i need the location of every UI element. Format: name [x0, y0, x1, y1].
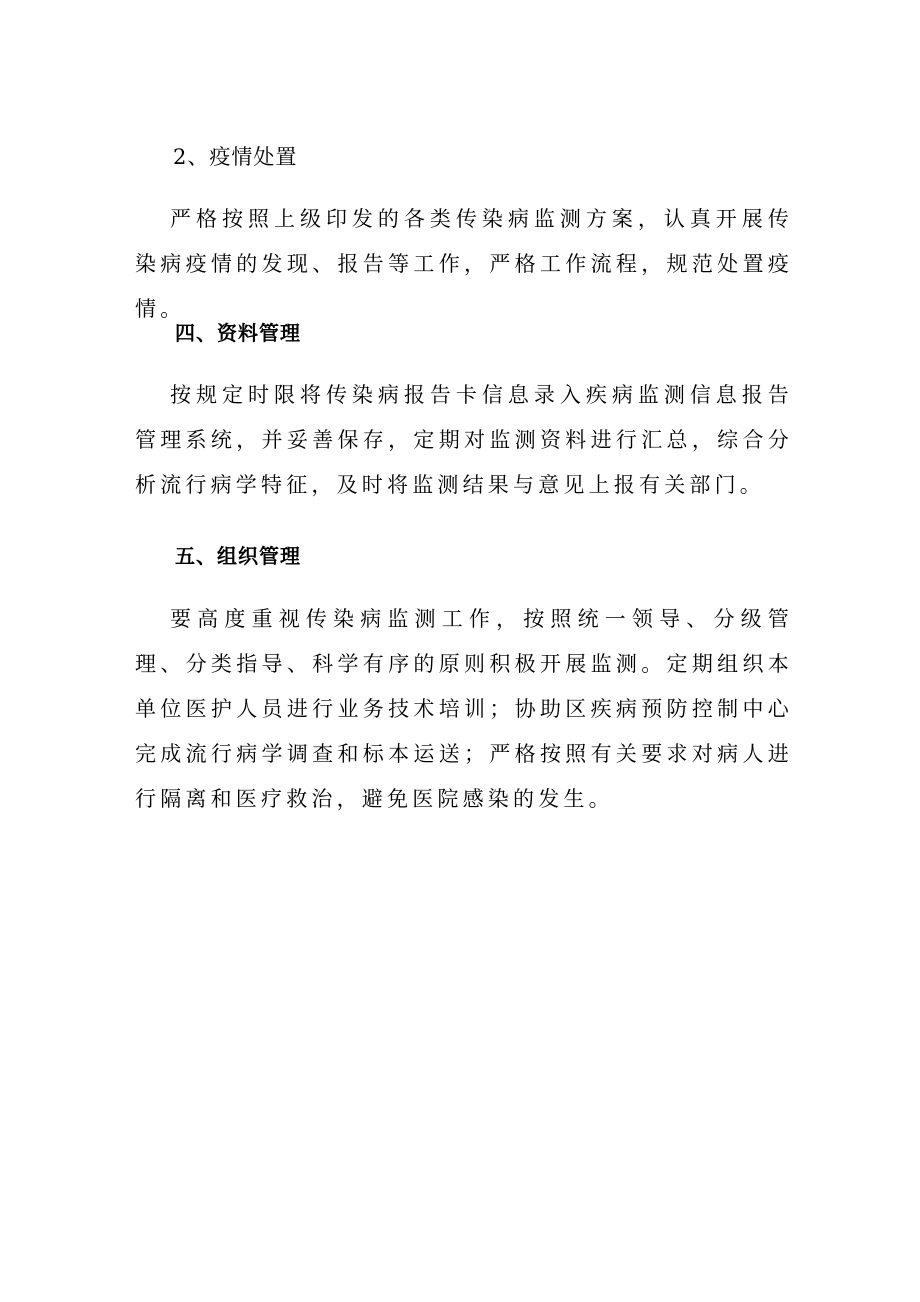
paragraph-organization-management: 要高度重视传染病监测工作，按照统一领导、分级管理、分类指导、科学有序的原则积极开展监测。定期组织本单位医护人员进行业务技术培训；协助区疾病预防控制中心完成流行病学调查和标本运送；严格按照有关要求对病人进行隔离和医疗救治，避免医院感染的发生。 — [135, 607, 793, 811]
section-heading-organization-management: 五、组织管理 — [175, 544, 301, 568]
subsection-heading-epidemic-handling: 2、疫情处置 — [173, 145, 298, 169]
paragraph-epidemic-handling: 严格按照上级印发的各类传染病监测方案，认真开展传染病疫情的发现、报告等工作，严格工作流程，规范处置疫情。 — [135, 207, 793, 321]
section-heading-data-management: 四、资料管理 — [175, 321, 301, 345]
paragraph-data-management: 按规定时限将传染病报告卡信息录入疾病监测信息报告管理系统，并妥善保存，定期对监测资料进行汇总，综合分析流行病学特征，及时将监测结果与意见上报有关部门。 — [135, 383, 793, 497]
